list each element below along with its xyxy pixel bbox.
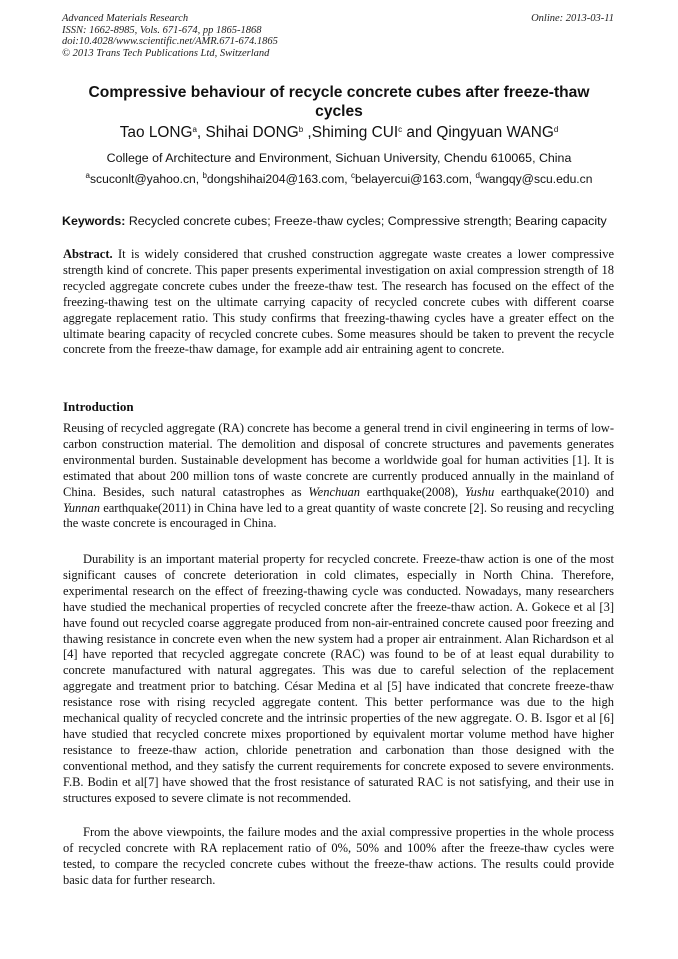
author-list — [40, 124, 638, 142]
email[interactable]: $^a$scuconlt@yahoo.cn — [85, 171, 196, 186]
author: Qingyuan WANG$^d$ — [436, 124, 559, 141]
abstract — [63, 247, 614, 358]
email[interactable]: $^c$belayercui@163.com — [351, 171, 469, 186]
keywords-text: Recycled concrete cubes; Freeze-thaw cycles; Compressive strength; Bearing capacity — [128, 214, 607, 228]
affiliation: College of Architecture and Environment, Sichuan University, Chendu 610065, China — [106, 151, 572, 165]
introduction-paragraph-2: Durability is an important material property for recycled concrete. Freeze-thaw action is one of the most significant causes of concrete deterioration in cold climates, especially in North China. Therefore, experimental research on the effect of freezing-thawing cycle was conducted. Nowadays, many researchers have studied the mechanical properties of recycled concrete after the freeze-thaw action. A. Gokece et al [3] have found out recycled coarse aggregate produced from non-air-entrained concrete caused poor freezing and thawing resistance in concrete even when the new system had a proper air entrainment. Alan Richardson et al [4] have reported that recycled aggregate concrete (RAC) was found to be of at least equal durability to concrete manufactured with natural aggregates. This was due to careful selection of the replacement aggregate and treatment prior to batching. César Medina et al [5] have indicated that concrete freeze-thaw resistance rose with rising recycled aggregate content. This better performance was due to the high mechanical quality of recycled concrete and the intrinsic properties of the new aggregate. O. B. Isgor et al [6] have studied that recycled concrete mixes proportioned by equivalent mortar volume method have higher resistance to freeze-thaw action, chloride penetration and carbonation than those designed with the conventional method, and they satisfy the current requirements for concrete exposed to severe environments. F.B. Bodin et al[7] have showed that the frost resistance of saturated RAC is not satisfying, and their use in structures exposed to severe climate is not recommended. — [63, 552, 614, 805]
email-list: $^a$scuconlt@yahoo.cn, $^b$dongshihai204@163.com, $^c$belayercui@163.com, $^d$wangqy@scu.edu.cn — [85, 171, 593, 186]
paper-title: Compressive behaviour of recycle concrete cubes after freeze-thaw cycles — [88, 84, 590, 120]
abstract-text: It is widely considered that crushed construction aggregate waste creates a lower compressive strength kind of concrete. This paper presents experimental investigation on axial compression strength of 18 recycled aggregate concrete cubes under the freeze-thaw test. The research has focused on the effect of the freezing-thawing test on the ultimate carrying capacity of recycled concrete cubes with different coarse aggregate replacement ratio. This study confirms that freezing-thawing cycles have a greater effect on the ultimate bearing capacity of recycled concrete cubes. Some measures should be taken to prevent the recycle concrete from the freeze-thaw damage, for example add air entraining agent to concrete. — [63, 247, 614, 357]
issn-line: ISSN: 1662-8985, Vols. 671-674, pp 1865-1868 — [62, 24, 262, 36]
email[interactable]: $^b$dongshihai204@163.com — [202, 171, 345, 186]
keywords — [62, 214, 618, 229]
introduction-heading: Introduction — [63, 399, 134, 414]
online-date: Online: 2013-03-11 — [531, 13, 614, 24]
author: Tao LONG$^a$, — [119, 124, 206, 141]
abstract-label: Abstract. — [63, 247, 113, 261]
introduction-paragraph-3: From the above viewpoints, the failure modes and the axial compressive properties in the whole process of recycled concrete with RA replacement ratio of 0%, 50% and 100% after the freeze-thaw cycles were tested, to compare the recycled concrete cubes without the freeze-thaw actions. The results could provide basic data for further research. — [63, 825, 614, 887]
copyright-line: © 2013 Trans Tech Publications Ltd, Switzerland — [62, 47, 270, 59]
journal-name: Advanced Materials Research — [62, 13, 189, 24]
author: Shihai DONG$^b$ , — [205, 124, 312, 141]
journal-header — [62, 13, 614, 59]
doi-line[interactable]: doi:10.4028/www.scientific.net/AMR.671-674.1865 — [62, 36, 278, 48]
email[interactable]: $^d$wangqy@scu.edu.cn — [475, 171, 593, 186]
keywords-label: Keywords: — [62, 214, 126, 228]
author: Shiming CUI$^c$ and — [311, 124, 437, 141]
introduction-paragraph-1: Reusing of recycled aggregate (RA) concrete has become a general trend in civil engineering in terms of low-carbon construction material. The demolition and disposal of concrete structures and pavements generates environmental burden. Sustainable development has become a worldwide goal for human activities [1]. It is estimated that about 200 million tons of waste concrete are currently produced annually in the mainland of China. Besides, such natural catastrophes as Wenchuan earthquake(2008), Yushu earthquake(2010) and Yunnan earthquake(2011) in China have led to a great quantity of waste concrete [2]. So reusing and recycling the waste concrete is encouraged in China. — [63, 421, 614, 531]
